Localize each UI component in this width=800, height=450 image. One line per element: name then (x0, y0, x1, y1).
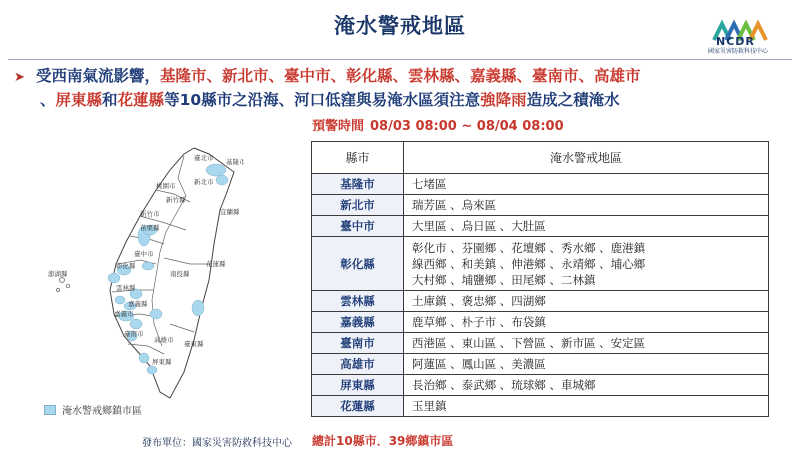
header-city: 縣市 (312, 142, 404, 174)
publisher-note: 發布單位：國家災害防救科技中心 (142, 438, 292, 449)
table-header-row (312, 142, 769, 174)
map-region-label: 嘉義市 (114, 310, 134, 318)
area-line: 阿蓮區 、鳳山區 、美濃區 (412, 357, 546, 371)
area-line: 線西鄉 、和美鎮 、伸港鄉 、永靖鄉 、埔心鄉 (412, 256, 646, 271)
header-areas: 淹水警戒地區 (404, 142, 769, 174)
table-row (312, 174, 769, 195)
table-row (312, 375, 769, 396)
row-city: 高雄市 (312, 354, 404, 375)
notice-line2 (14, 89, 794, 111)
row-city: 臺中市 (312, 216, 404, 237)
warning-table (311, 141, 769, 417)
notice-seg8: 強降雨 (480, 91, 527, 109)
row-areas (404, 333, 769, 354)
notice-seg7: 等10縣市之沿海、河口低窪與易淹水區須注意 (164, 91, 481, 109)
map-region-label: 桃園市 (156, 182, 176, 190)
row-city: 雲林縣 (312, 291, 404, 312)
row-areas (404, 237, 769, 291)
table-row (312, 216, 769, 237)
logo-subtitle: 國家災害防救科技中心 (707, 48, 768, 55)
notice-seg1: 受西南氣流影響， (36, 67, 161, 85)
area-line: 西港區 、東山區 、下營區 、新市區 、安定區 (412, 336, 646, 350)
map-region-label: 宜蘭縣 (220, 208, 240, 216)
notice-seg4: 屏東縣 (55, 91, 103, 109)
notice-seg2: 基隆市、新北市、臺中市、彰化縣、雲林縣、嘉義縣、臺南市、高雄市 (160, 67, 641, 85)
row-city: 彰化縣 (312, 237, 404, 291)
table-row (312, 237, 769, 291)
map-region-label: 新竹市 (140, 210, 160, 218)
row-city: 基隆市 (312, 174, 404, 195)
taiwan-map (44, 140, 244, 410)
map-region-label: 苗栗縣 (140, 224, 160, 232)
table-body (312, 174, 769, 417)
map-region-label: 花蓮縣 (206, 260, 226, 268)
total-summary: 總計10縣市．39鄉鎮市區 (312, 434, 454, 448)
row-city: 花蓮縣 (312, 396, 404, 417)
warning-area-highlight (147, 366, 157, 374)
warning-area-highlight (142, 262, 154, 270)
area-line: 玉里鎮 (412, 399, 447, 413)
row-areas (404, 375, 769, 396)
row-areas (404, 354, 769, 375)
map-region-label: 彰化縣 (116, 262, 136, 270)
area-line: 大里區 、烏日區 、大肚區 (412, 219, 546, 233)
period-label: 預警時間 (312, 119, 365, 134)
row-city: 新北市 (312, 195, 404, 216)
row-city: 屏東縣 (312, 375, 404, 396)
area-line: 七堵區 (412, 177, 447, 191)
row-areas (404, 396, 769, 417)
area-line: 彰化市 、芬園鄉 、花壇鄉 、秀水鄉 、鹿港鎮 (412, 240, 646, 255)
area-line: 瑞芳區 、烏來區 (412, 198, 497, 212)
warning-area-highlight (139, 353, 149, 363)
row-city: 臺南市 (312, 333, 404, 354)
warning-area-highlight (192, 300, 204, 316)
arrow-bullet-icon: ➤ (14, 70, 25, 85)
map-region-label: 南投縣 (170, 270, 190, 278)
map-region-label: 嘉義縣 (128, 300, 148, 308)
table-row (312, 291, 769, 312)
warning-area-highlight (130, 319, 142, 329)
period-range: 08/03 08:00 ~ 08/04 08:00 (370, 119, 564, 134)
legend-label: 淹水警戒鄉鎮市區 (62, 406, 142, 417)
title-bar (0, 0, 800, 40)
table-row (312, 396, 769, 417)
table-row (312, 312, 769, 333)
area-line: 大村鄉 、埔鹽鄉 、田尾鄉 、二林鎮 (412, 272, 596, 287)
header-divider (8, 59, 792, 60)
warning-period (312, 115, 570, 134)
table-row (312, 333, 769, 354)
row-areas (404, 216, 769, 237)
page-title: 淹水警戒地區 (334, 14, 466, 38)
map-legend (44, 402, 142, 417)
map-region-label: 新竹縣 (166, 196, 186, 204)
warning-area-highlight (206, 164, 226, 176)
notice-seg9: 造成之積淹水 (526, 91, 620, 109)
warning-area-highlight (216, 175, 228, 185)
map-region-label: 屏東縣 (152, 358, 172, 366)
map-region-label: 臺北市 (194, 154, 214, 162)
row-city: 嘉義縣 (312, 312, 404, 333)
area-line: 土庫鎮 、褒忠鄉 、四湖鄉 (412, 294, 546, 308)
legend-swatch (44, 405, 56, 415)
notice-seg6: 花蓮縣 (117, 91, 165, 109)
warning-area-highlight (115, 296, 125, 304)
warning-area-highlight (150, 309, 162, 319)
row-areas (404, 312, 769, 333)
row-areas (404, 174, 769, 195)
row-areas (404, 291, 769, 312)
notice-seg3: 、 (40, 91, 56, 109)
warning-area-highlight (108, 273, 120, 283)
map-region-label: 高雄市 (154, 336, 174, 344)
area-line: 鹿草鄉 、朴子市 、布袋鎮 (412, 315, 546, 329)
notice-text (14, 65, 794, 111)
table-row (312, 354, 769, 375)
map-region-label: 澎湖縣 (48, 270, 68, 278)
table-row (312, 195, 769, 216)
map-region-label: 臺南市 (124, 330, 144, 338)
map-region-label: 臺東縣 (184, 340, 204, 348)
map-region-label: 臺中市 (134, 250, 154, 258)
area-line: 長治鄉 、泰武鄉 、琉球鄉 、車城鄉 (412, 378, 596, 392)
row-areas (404, 195, 769, 216)
map-region-label: 基隆市 (226, 158, 244, 166)
logo-wordmark: NCDR (716, 35, 755, 48)
map-region-label: 雲林縣 (116, 284, 136, 292)
notice-seg5: 和 (102, 91, 118, 109)
map-region-label: 新北市 (194, 178, 214, 186)
